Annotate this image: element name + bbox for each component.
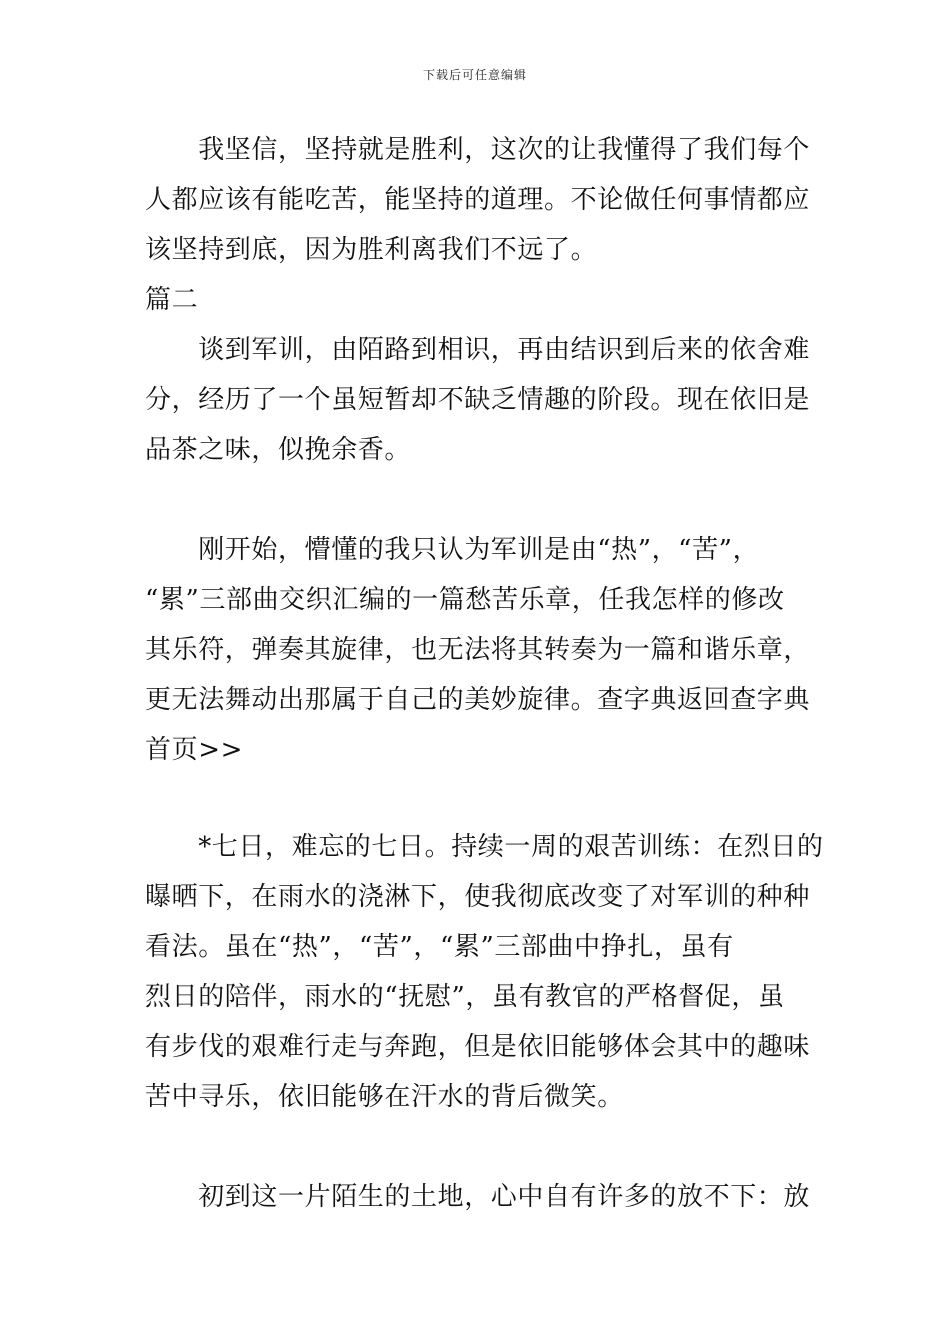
text-line: 烈日的陪伴，雨水的“抚慰”，虽有教官的严格督促，虽 [145,982,785,1012]
text-line: 人都应该有能吃苦，能坚持的道理。不论做任何事情都应 [145,185,811,215]
section-heading: 篇二 [145,285,199,315]
text-line: 曝晒下，在雨水的浇淋下，使我彻底改变了对军训的种种 [145,882,811,912]
text-line: 有步伐的艰难行走与奔跑，但是依旧能够体会其中的趣味 [145,1032,811,1062]
text-line: 更无法舞动出那属于自己的美妙旋律。查字典返回查字典 [145,685,811,715]
text-line: 分，经历了一个虽短暂却不缺乏情趣的阶段。现在依旧是 [145,385,811,415]
text-line: *七日，难忘的七日。持续一周的艰苦训练：在烈日的 [145,832,824,862]
text-line: “累”三部曲交织汇编的一篇愁苦乐章，任我怎样的修改 [145,585,785,615]
text-line: 刚开始，懵懂的我只认为军训是由“热”，“苦”， [145,535,760,565]
text-line: 看法。虽在“热”，“苦”，“累”三部曲中挣扎，虽有 [145,932,734,962]
text-line: 苦中寻乐，依旧能够在汗水的背后微笑。 [145,1082,624,1112]
text-line: 谈到军训，由陌路到相识，再由结识到后来的依舍难 [145,335,811,365]
text-line: 首页>> [145,735,243,765]
text-line: 该坚持到底，因为胜利离我们不远了。 [145,235,598,265]
text-line: 初到这一片陌生的土地，心中自有许多的放不下：放 [145,1182,811,1212]
page-header: 下载后可任意编辑 [422,68,527,82]
text-line: 我坚信，坚持就是胜利，这次的让我懂得了我们每个 [145,135,811,165]
text-line: 品茶之味，似挽余香。 [145,435,412,465]
text-line: 其乐符，弹奏其旋律，也无法将其转奏为一篇和谐乐章， [145,635,811,665]
